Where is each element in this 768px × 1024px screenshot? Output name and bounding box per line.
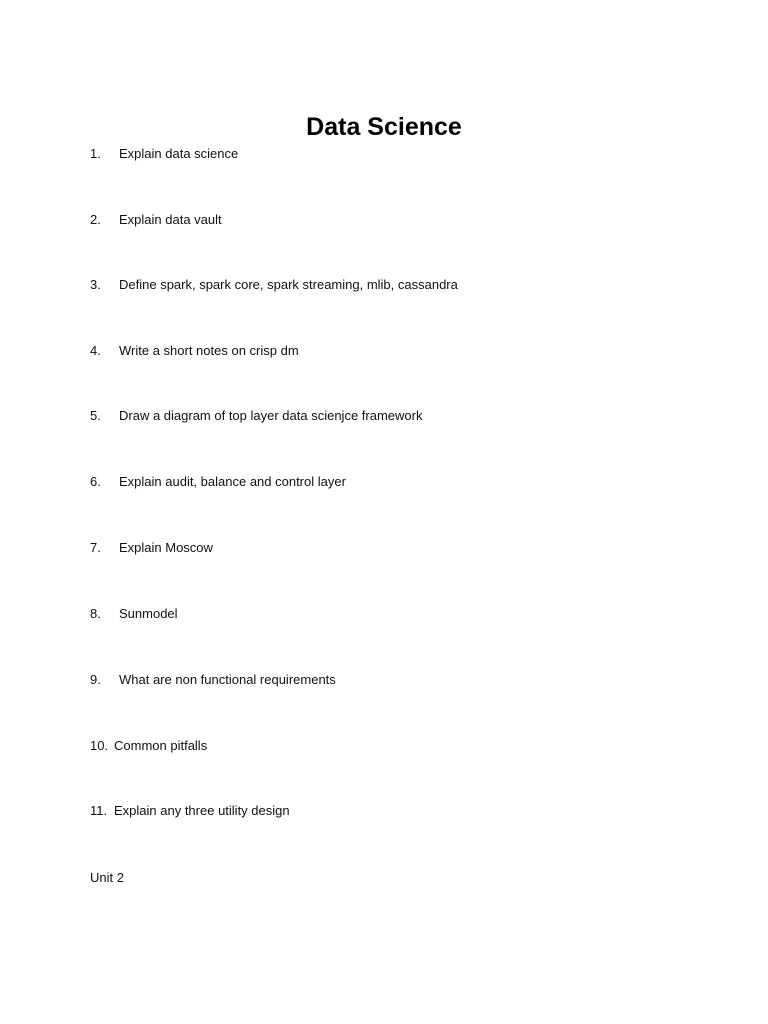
list-item [90,736,207,756]
item-number: 10. [90,738,109,753]
item-text: Explain data vault [119,212,222,227]
list-item [90,210,222,230]
item-number: 5. [90,408,101,423]
item-number: 6. [90,474,101,489]
item-number: 2. [90,212,101,227]
item-text: Define spark, spark core, spark streaming, mlib, cassandra [119,277,458,292]
list-item [90,801,290,821]
list-item [90,604,178,624]
item-number: 3. [90,277,101,292]
list-item [90,275,458,295]
list-item [90,538,213,558]
item-number: 9. [90,672,101,687]
item-text: What are non functional requirements [119,672,336,687]
item-number: 11. [90,803,108,818]
unit-label: Unit 2 [90,870,124,885]
page-title: Data Science [306,112,462,141]
list-item [90,670,336,690]
item-number: 1. [90,146,101,161]
item-text: Write a short notes on crisp dm [119,343,299,358]
item-text: Draw a diagram of top layer data scienjce framework [119,408,423,423]
item-number: 4. [90,343,101,358]
list-item [90,341,299,361]
item-text: Explain audit, balance and control layer [119,474,346,489]
item-text: Common pitfalls [114,738,208,753]
item-text: Explain data science [119,146,239,161]
list-item [90,144,238,164]
item-text: Explain Moscow [119,540,213,555]
item-text: Sunmodel [119,606,178,621]
item-text: Explain any three utility design [114,803,290,818]
list-item [90,406,422,426]
item-number: 7. [90,540,101,555]
list-item [90,472,346,492]
item-number: 8. [90,606,101,621]
